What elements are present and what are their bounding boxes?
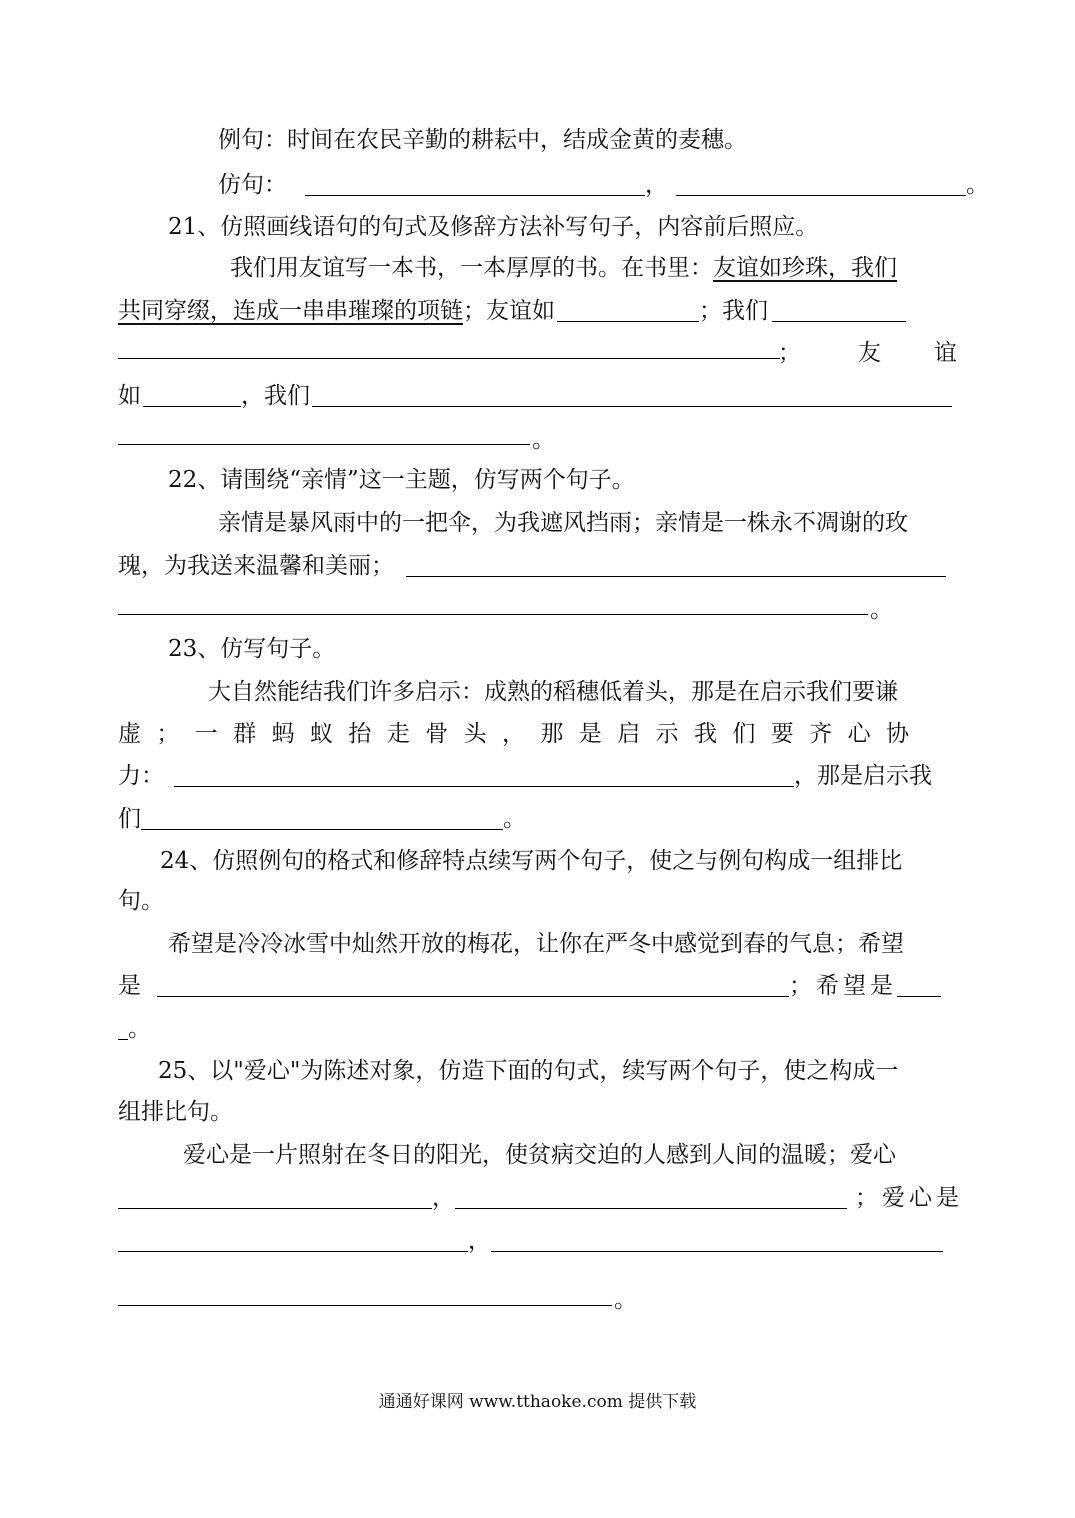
answer-blank[interactable] — [230, 1229, 468, 1252]
question-25-line1: 爱心是一片照射在冬日的阳光，使贫病交迫的人感到人间的温暖；爱心 — [183, 1142, 896, 1168]
answer-blank[interactable] — [157, 974, 219, 997]
answer-blank[interactable] — [410, 1186, 432, 1209]
answer-blank[interactable] — [491, 1229, 561, 1252]
prompt-text: ；友谊如 — [463, 298, 555, 324]
question-24-line3 — [118, 1014, 151, 1044]
answer-blank[interactable] — [455, 1186, 497, 1209]
underlined-text: 友谊如珍珠，我们 — [713, 255, 897, 281]
period: 。 — [503, 806, 526, 832]
prompt-text: ；希望是 — [789, 973, 897, 999]
question-23-title: 23、仿写句子。 — [168, 636, 336, 662]
answer-line[interactable] — [118, 1305, 612, 1306]
question-21-line2 — [118, 296, 906, 326]
answer-blank[interactable] — [118, 1017, 128, 1040]
comma: ， — [468, 1228, 491, 1254]
imitate-label: 仿句： — [218, 172, 287, 198]
question-24-title-cont: 句。 — [118, 888, 164, 914]
prompt-text: 我们用友谊写一本书，一本厚厚的书。在书里： — [230, 255, 713, 281]
answer-blank[interactable] — [897, 974, 941, 997]
answer-line[interactable] — [118, 358, 780, 359]
answer-blank[interactable] — [166, 1186, 410, 1209]
period: 。 — [966, 172, 989, 198]
question-23-line2: 虚；一群蚂蚁抬走骨头，那是启示我们要齐心协 — [118, 721, 925, 747]
prompt-text: ，我们 — [241, 383, 310, 409]
answer-blank[interactable] — [772, 299, 906, 322]
answer-blank[interactable] — [406, 554, 946, 577]
period: 。 — [128, 1016, 151, 1042]
semicolon: ； — [778, 340, 801, 366]
answer-blank[interactable] — [141, 807, 503, 830]
answer-blank[interactable] — [305, 173, 645, 196]
answer-blank[interactable] — [557, 299, 699, 322]
question-25-line3 — [118, 1226, 943, 1256]
underlined-text: 共同穿缀，连成一串串璀璨的项链 — [118, 298, 463, 324]
question-23-line4 — [118, 804, 526, 834]
prompt-text: ，那是启示我 — [794, 763, 932, 789]
prompt-text: ；爱心是 — [855, 1185, 963, 1211]
answer-blank[interactable] — [779, 974, 789, 997]
question-25-title-cont: 组排比句。 — [118, 1099, 233, 1125]
prompt-text: ；我们 — [699, 298, 768, 324]
answer-blank[interactable] — [815, 1186, 847, 1209]
prompt-text: 是 — [118, 973, 141, 999]
prompt-text: 如 — [118, 383, 141, 409]
question-21-line4 — [118, 381, 952, 411]
answer-blank[interactable] — [561, 1229, 943, 1252]
question-23-line1: 大自然能结我们许多启示：成熟的稻穗低着头，那是在启示我们要谦 — [208, 679, 898, 705]
question-22-title: 22、请围绕“亲情”这一主题，仿写两个句子。 — [168, 467, 635, 493]
period: 。 — [532, 427, 555, 453]
answer-blank[interactable] — [497, 1186, 815, 1209]
answer-blank[interactable] — [118, 1186, 166, 1209]
answer-blank[interactable] — [143, 384, 241, 407]
char-you: 友 — [858, 340, 881, 366]
answer-blank[interactable] — [312, 384, 952, 407]
question-21-line1 — [230, 253, 897, 283]
period: 。 — [614, 1287, 637, 1313]
imitate-line-20 — [218, 170, 989, 200]
answer-blank[interactable] — [118, 1229, 230, 1252]
answer-line[interactable] — [118, 444, 530, 445]
answer-blank[interactable] — [219, 974, 779, 997]
example-sentence-20: 例句：时间在农民辛勤的耕耘中，结成金黄的麦穗。 — [218, 127, 747, 153]
question-23-line3 — [118, 761, 932, 791]
prompt-text: 们 — [118, 806, 141, 832]
page-footer: 通通好课网 www.tthaoke.com 提供下载 — [378, 1392, 697, 1412]
comma: ， — [645, 172, 668, 198]
question-24-title: 24、仿照例句的格式和修辞特点续写两个句子，使之与例句构成一组排比 — [160, 848, 903, 874]
char-yi: 谊 — [934, 340, 957, 366]
question-25-line2 — [118, 1183, 963, 1213]
answer-line[interactable] — [118, 614, 868, 615]
question-22-line2 — [118, 551, 946, 581]
question-22-line1: 亲情是暴风雨中的一把伞，为我遮风挡雨；亲情是一株永不凋谢的玫 — [218, 510, 908, 536]
question-21-title: 21、仿照画线语句的句式及修辞方法补写句子，内容前后照应。 — [168, 214, 819, 240]
question-24-line2 — [118, 971, 941, 1001]
answer-blank[interactable] — [174, 764, 794, 787]
period: 。 — [870, 597, 893, 623]
prompt-text: 瑰，为我送来温馨和美丽； — [118, 553, 394, 579]
comma: ， — [432, 1185, 455, 1211]
prompt-text: 力： — [118, 763, 164, 789]
question-24-line1: 希望是冷冷冰雪中灿然开放的梅花，让你在严冬中感觉到春的气息；希望 — [168, 931, 904, 957]
answer-blank[interactable] — [676, 173, 966, 196]
question-25-title: 25、以"爱心"为陈述对象，仿造下面的句式，续写两个句子，使之构成一 — [158, 1058, 899, 1084]
